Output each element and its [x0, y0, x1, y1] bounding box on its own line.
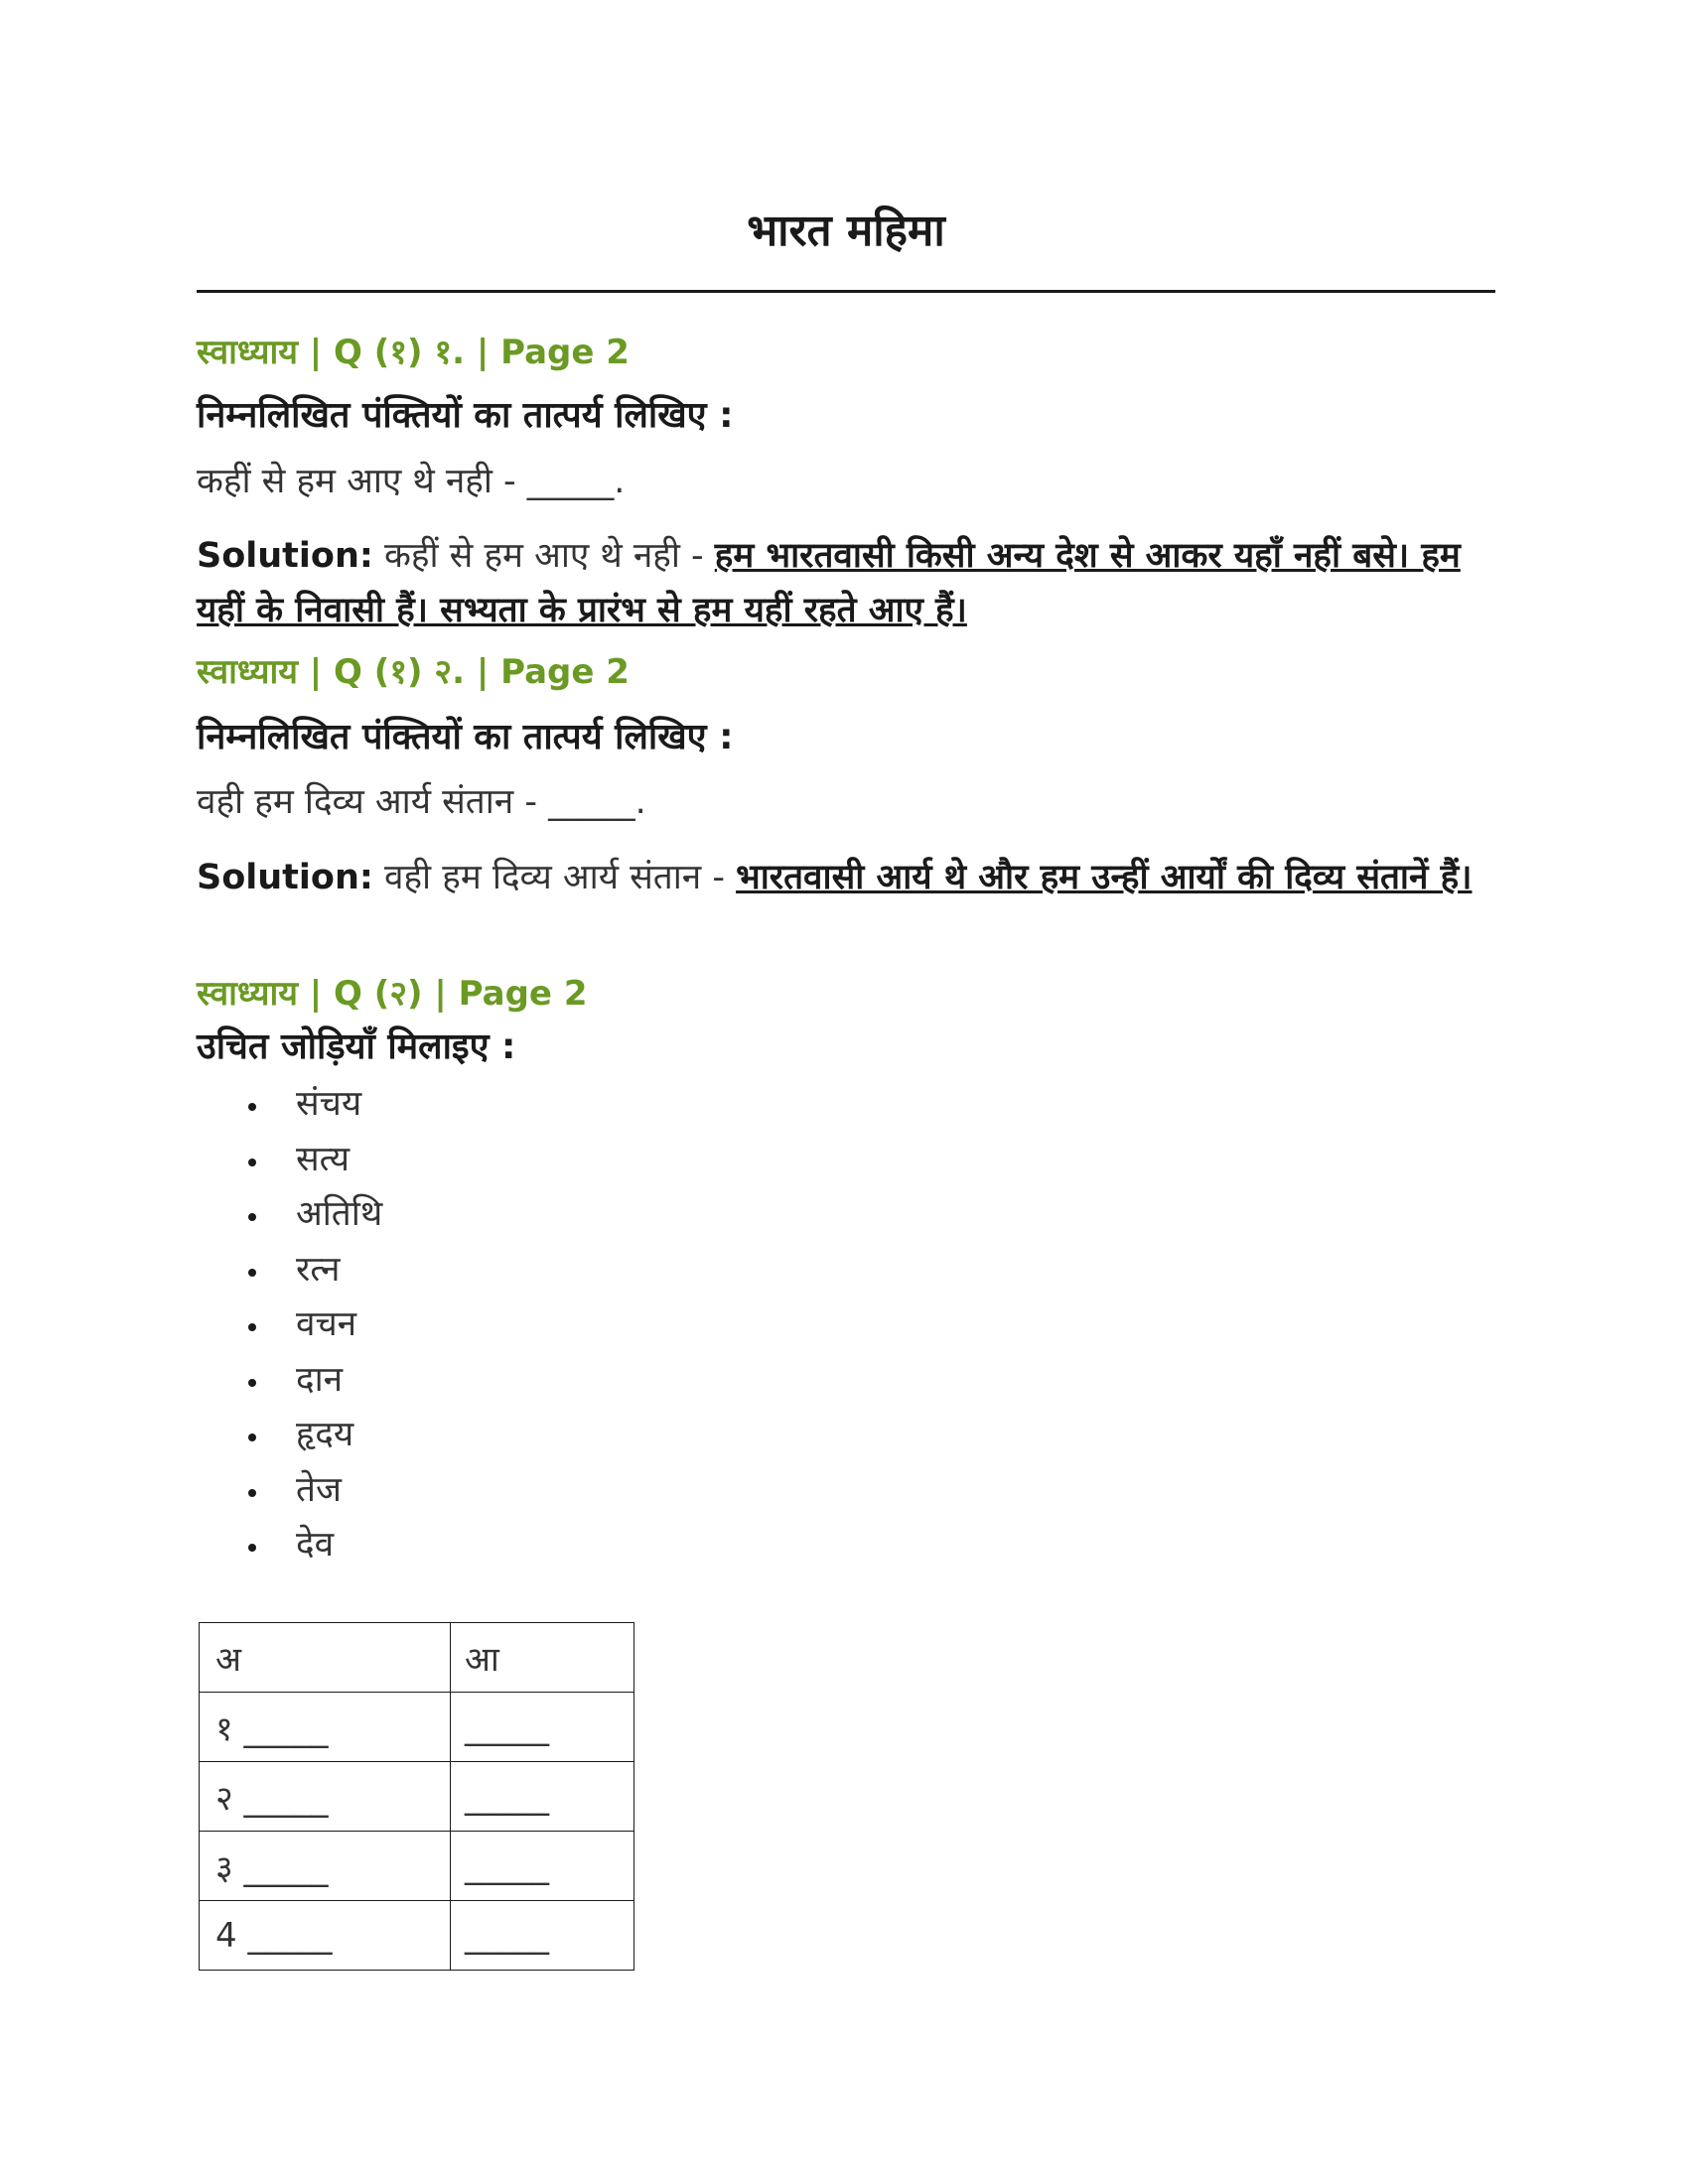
table-cell: ३ _____ [200, 1832, 451, 1901]
list-item: हृदय [197, 1408, 382, 1463]
question-line: कहीं से हम आए थे नही - _____. [197, 462, 626, 501]
table-cell: _____ [451, 1901, 634, 1971]
list-item: सत्य [197, 1133, 382, 1188]
table-cell: _____ [451, 1693, 634, 1762]
table-cell: _____ [451, 1762, 634, 1832]
list-item: संचय [197, 1077, 382, 1133]
table-row [200, 1901, 634, 1971]
table-cell: १ _____ [200, 1693, 451, 1762]
question-reference: स्वाध्याय | Q (२) | Page 2 [197, 974, 588, 1014]
solution-answer: हम भारतवासी किसी अन्य देश से आकर यहाँ नहीं बसे। हम यहीं के निवासी हैं। सभ्यता के प्रारंभ से हम यहीं रहते आए हैं। [197, 536, 1461, 630]
list-item: तेज [197, 1463, 382, 1519]
table-header-row [200, 1623, 634, 1693]
solution-line: कहीं से हम आए थे नही - [384, 536, 715, 576]
question-line: वही हम दिव्य आर्य संतान - _____. [197, 782, 646, 822]
table-header-cell: अ [200, 1623, 451, 1693]
list-item: रत्न [197, 1243, 382, 1298]
solution-line: वही हम दिव्य आर्य संतान - [384, 858, 737, 897]
list-item: दान [197, 1353, 382, 1409]
list-item: वचन [197, 1297, 382, 1353]
list-item: अतिथि [197, 1187, 382, 1243]
table-cell: 4 _____ [200, 1901, 451, 1971]
solution-label: Solution: [197, 536, 373, 576]
solution-answer: भारतवासी आर्य थे और हम उन्हीं आर्यों की दिव्य संतानें हैं। [736, 858, 1473, 897]
table-header-cell: आ [451, 1623, 634, 1693]
solution [197, 851, 1477, 905]
matching-table [199, 1622, 634, 1971]
table-cell: _____ [451, 1832, 634, 1901]
table-row [200, 1693, 634, 1762]
question-reference: स्वाध्याय | Q (१) १. | Page 2 [197, 333, 630, 372]
question-text: निम्नलिखित पंक्तियों का तात्पर्य लिखिए : [197, 717, 734, 757]
solution [197, 529, 1477, 638]
page-title: भारत महिमा [747, 205, 945, 256]
question-text: निम्नलिखित पंक्तियों का तात्पर्य लिखिए : [197, 395, 734, 436]
table-row [200, 1762, 634, 1832]
table-row [200, 1832, 634, 1901]
title-divider [197, 290, 1495, 293]
word-list [197, 1077, 382, 1573]
question-text: उचित जोड़ियाँ मिलाइए : [197, 1026, 516, 1067]
list-item: देव [197, 1518, 382, 1573]
solution-label: Solution: [197, 858, 373, 897]
question-reference: स्वाध्याय | Q (१) २. | Page 2 [197, 652, 630, 692]
table-cell: २ _____ [200, 1762, 451, 1832]
